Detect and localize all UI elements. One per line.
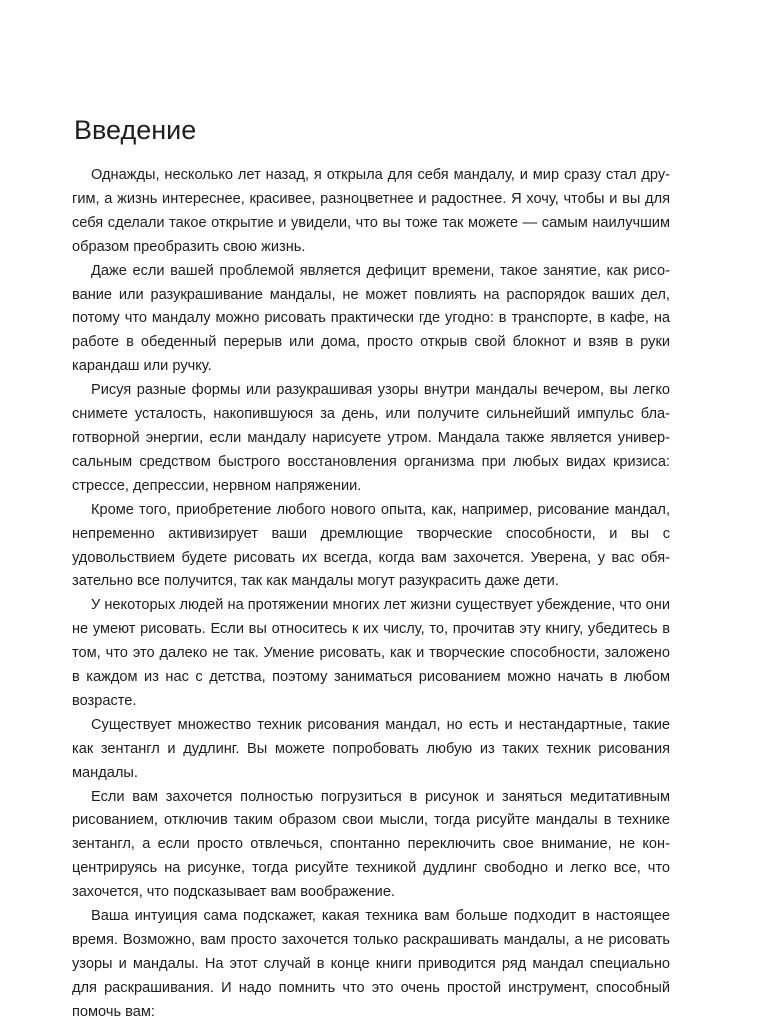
- page-content: [72, 110, 670, 1025]
- paragraph-7: Если вам захочется полностью погрузиться в рисунок и заняться медитативным рисованием, отключив таким образом свои мысли, тогда рисуйте мандалы в технике зентангл, а если просто отвлечься, спонтанно переключить свое внимание, не концентрируясь на рисунке, тогда рисуйте техникой дудлинг свободно и легко все, что захочется, что подсказывает вам воображение.: [72, 788, 670, 901]
- paragraph-6: Существует множество техник рисования мандал, но есть и нестандартные, такие как зентангл и дудлинг. Вы можете попробовать любую из таких техник рисования мандалы.: [72, 716, 670, 781]
- paragraph-2: Даже если вашей проблемой является дефицит времени, такое занятие, как рисование или разукрашивание мандалы, не может повлиять на распорядок ваших дел, потому что мандалу можно рисовать практически где угодно: в транспорте, в кафе, на работе в обеденный перерыв или дома, просто открыв свой блокнот и взяв в руки карандаш или ручку.: [72, 262, 670, 375]
- paragraph-8: Ваша интуиция сама подскажет, какая техника вам больше подходит в настоящее время. Возможно, вам просто захочется только раскрашивать мандалы, а не рисовать узоры и мандалы. На этот случай в конце книги приводится ряд мандал специально для раскрашивания. И надо помнить что это очень простой инструмент, способный помочь вам:: [72, 908, 670, 1020]
- paragraph-3: Рисуя разные формы или разукрашивая узоры внутри мандалы вечером, вы легко снимете усталость, накопившуюся за день, или получите сильнейший импульс благотворной энергии, если мандалу нарисуете утром. Мандала также является универсальным средством быстрого восстановления организма при любых видах кризиса: стрессе, депрессии, нервном напряжении.: [72, 382, 670, 494]
- paragraph-4: Кроме того, приобретение любого нового опыта, как, например, рисование мандал, непременно активизирует ваши дремлющие творческие способности, и вы с удовольствием будете рисовать их всегда, когда вам захочется. Уверена, у вас обязательно все получится, так как мандалы могут разукрасить даже дети.: [72, 501, 670, 590]
- chapter-title: Введение: [74, 115, 197, 145]
- paragraph-1: Однажды, несколько лет назад, я открыла для себя мандалу, и мир сразу стал другим, а жизнь интереснее, красивее, разноцветнее и радостнее. Я хочу, чтобы и вы для себя сделали такое открытие и увидели, что вы тоже так можете — самым наилучшим образом преобразить свою жизнь.: [72, 167, 670, 255]
- paragraph-5: У некоторых людей на протяжении многих лет жизни существует убеждение, что они не умеют рисовать. Если вы относитесь к их числу, то, прочитав эту книгу, убедитесь в том, что это далеко не так. Умение рисовать, как и творческие способности, заложено в каждом из нас с детства, поэтому заниматься рисованием можно начать в любом возрасте.: [72, 597, 670, 709]
